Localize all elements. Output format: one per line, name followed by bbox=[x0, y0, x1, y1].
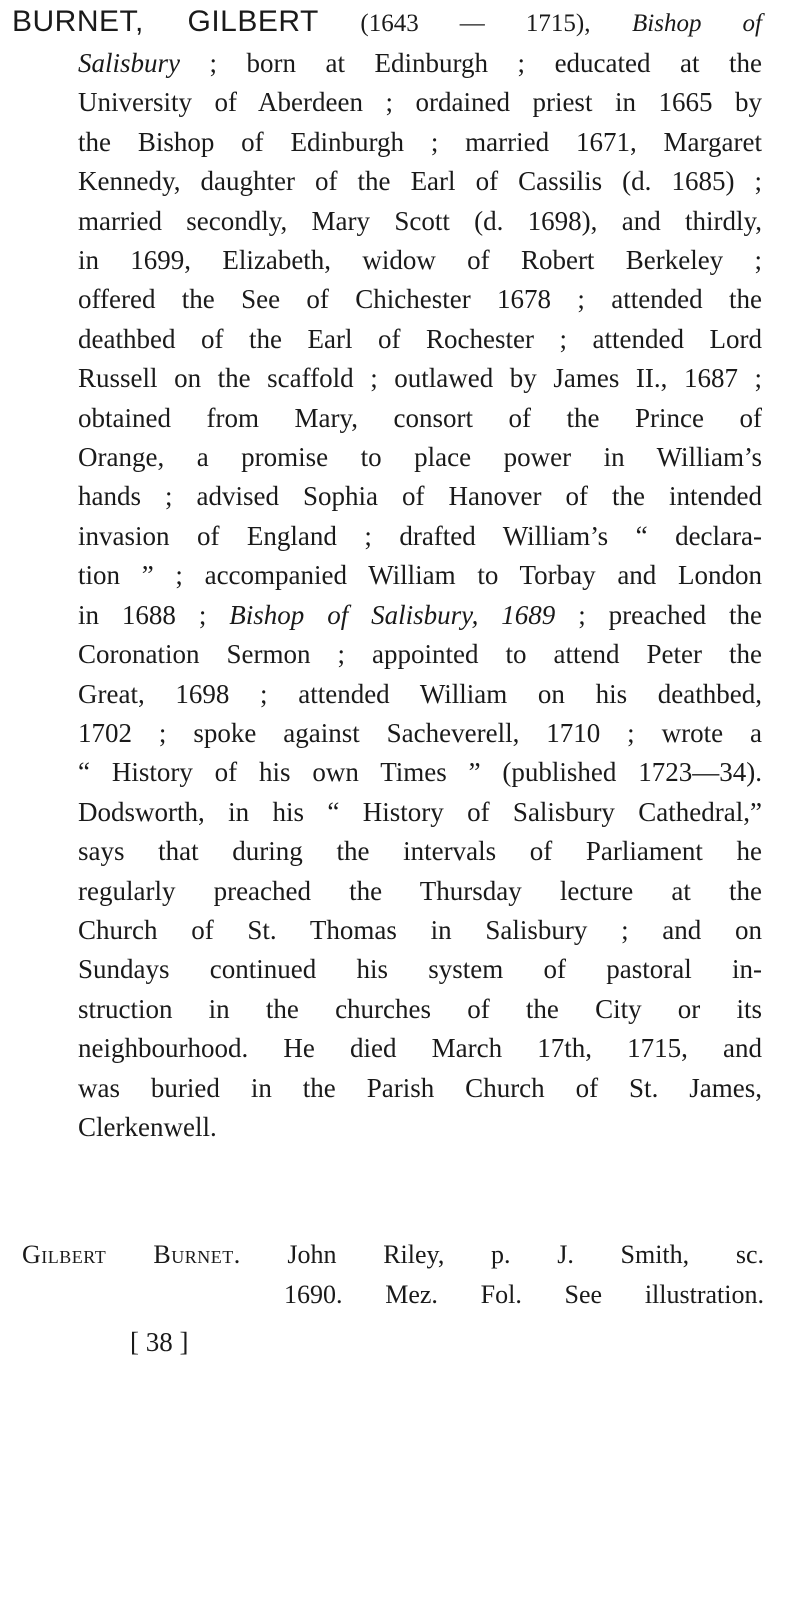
entry-body bbox=[12, 44, 762, 1147]
body-text: Sundays continued his system of pastoral in- bbox=[78, 954, 762, 985]
body-line bbox=[78, 477, 762, 516]
body-text: University of Aberdeen ; ordained priest in 1665 by bbox=[78, 87, 762, 118]
body-line bbox=[78, 1029, 762, 1068]
biography-entry bbox=[12, 2, 762, 1147]
body-line bbox=[78, 635, 762, 674]
portrait-note bbox=[22, 1235, 764, 1315]
body-line bbox=[78, 280, 762, 319]
body-line bbox=[78, 162, 762, 201]
portrait-line-2: 1690. Mez. Fol. See illustration. bbox=[284, 1280, 764, 1309]
body-text: Dodsworth, in his “ History of Salisbury Cathedral,” bbox=[78, 796, 762, 827]
entry-dates: (1643 — 1715), bbox=[360, 10, 591, 37]
body-line bbox=[78, 123, 762, 162]
body-text: Russell on the scaffold ; outlawed by James II., 1687 ; bbox=[78, 363, 762, 394]
portrait-painter: John Riley, p. bbox=[287, 1240, 511, 1269]
body-line bbox=[78, 596, 762, 635]
body-text: was buried in the Parish Church of St. James, bbox=[78, 1072, 762, 1103]
body-text: says that during the intervals of Parliament he bbox=[78, 836, 762, 867]
entry-see: Bishop of bbox=[632, 10, 762, 37]
entry-heading bbox=[12, 2, 762, 44]
body-line bbox=[78, 320, 762, 359]
body-text: regularly preached the Thursday lecture at the bbox=[78, 875, 762, 906]
body-text: Clerkenwell. bbox=[78, 1111, 217, 1142]
body-line bbox=[78, 241, 762, 280]
page-number: [ 38 ] bbox=[130, 1327, 189, 1357]
body-text: Orange, a promise to place power in William’s bbox=[78, 442, 762, 473]
body-text: in 1699, Elizabeth, widow of Robert Berkeley ; bbox=[78, 245, 762, 276]
body-text: Kennedy, daughter of the Earl of Cassilis (d. 1685) ; bbox=[78, 166, 762, 197]
body-text: invasion of England ; drafted William’s “ declara- bbox=[78, 520, 762, 551]
body-text: tion ” ; accompanied William to Torbay and London bbox=[78, 560, 762, 591]
body-line bbox=[78, 202, 762, 241]
body-line bbox=[78, 556, 762, 595]
body-text: ; preached the bbox=[555, 599, 762, 630]
body-line bbox=[78, 911, 762, 950]
body-text: 1702 ; spoke against Sacheverell, 1710 ; wrote a bbox=[78, 717, 762, 748]
body-text: “ History of his own Times ” (published 1723—34). bbox=[78, 757, 762, 788]
body-line bbox=[78, 44, 762, 83]
portrait-subject: Gilbert Burnet. bbox=[22, 1240, 241, 1269]
body-line bbox=[78, 1069, 762, 1108]
body-line bbox=[78, 872, 762, 911]
body-text: in 1688 ; bbox=[78, 599, 230, 630]
italic-text: Salisbury bbox=[78, 48, 181, 78]
body-line bbox=[78, 675, 762, 714]
portrait-line-1 bbox=[22, 1235, 764, 1275]
portrait-engraver: J. Smith, sc. bbox=[557, 1240, 764, 1269]
body-text: offered the See of Chichester 1678 ; attended the bbox=[78, 284, 762, 315]
body-text: married secondly, Mary Scott (d. 1698), and thirdly, bbox=[78, 205, 762, 236]
body-text: the Bishop of Edinburgh ; married 1671, Margaret bbox=[78, 126, 762, 157]
body-line bbox=[78, 990, 762, 1029]
body-line bbox=[78, 753, 762, 792]
body-text: ; born at Edinburgh ; educated at the bbox=[180, 48, 762, 78]
body-text: Coronation Sermon ; appointed to attend Peter the bbox=[78, 639, 762, 670]
body-text: Church of St. Thomas in Salisbury ; and on bbox=[78, 914, 762, 945]
body-line bbox=[78, 950, 762, 989]
body-text: hands ; advised Sophia of Hanover of the intended bbox=[78, 481, 762, 512]
body-line bbox=[78, 517, 762, 556]
body-line bbox=[78, 793, 762, 832]
body-text: deathbed of the Earl of Rochester ; attended Lord bbox=[78, 323, 762, 354]
body-line bbox=[78, 359, 762, 398]
body-line bbox=[78, 832, 762, 871]
body-text: Great, 1698 ; attended William on his deathbed, bbox=[78, 678, 762, 709]
body-line bbox=[78, 438, 762, 477]
entry-name: BURNET, GILBERT bbox=[12, 5, 319, 38]
body-line bbox=[78, 714, 762, 753]
italic-text: Bishop of Salisbury, 1689 bbox=[229, 599, 556, 630]
body-text: obtained from Mary, consort of the Prince of bbox=[78, 402, 762, 433]
body-text: neighbourhood. He died March 17th, 1715, and bbox=[78, 1033, 762, 1064]
body-line bbox=[78, 399, 762, 438]
body-text: struction in the churches of the City or its bbox=[78, 993, 762, 1024]
body-line bbox=[78, 83, 762, 122]
body-line bbox=[78, 1108, 762, 1147]
